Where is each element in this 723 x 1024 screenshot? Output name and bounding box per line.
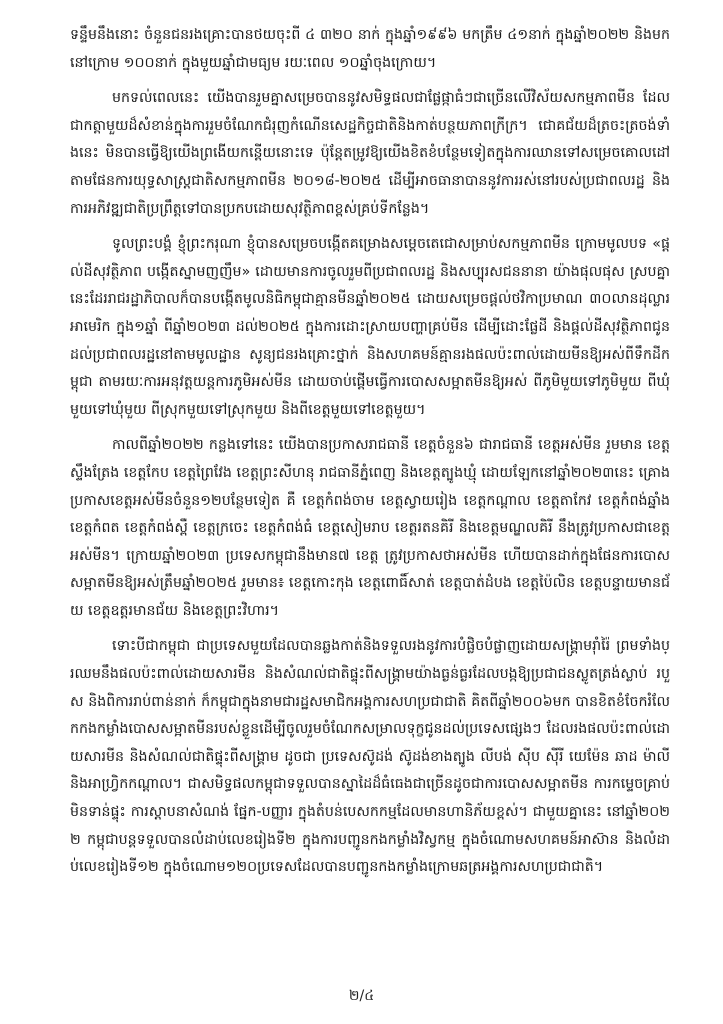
- paragraph-2: មកទល់ពេលនេះ យើងបានរួមគ្នាសម្រេចបាននូវសមិទ្ធផលជាផ្លែផ្កាធំៗជាច្រើនលើវិស័យសកម្មភាពមីន ដែលជាកត្តាមួយដ៏សំខាន់ក្នុងការរួមចំណែកជំរុញកំណើនសេដ្ឋកិច្ចជាតិនិងកាត់បន្ថយភាពក្រីក្រ។ ជោគជ័យដ៏ត្រចះត្រចង់ទាំងនេះ មិនបានធ្វើឱ្យយើងព្រងើយកន្តើយនោះទេ ប៉ុន្តែតម្រូវឱ្យយើងខិតខំបន្ថែមទៀតក្នុងការឈានទៅសម្រេចគោលដៅតាមផែនការយុទ្ធសាស្ត្រជាតិសកម្មភាពមីន ២០១៨-២០២៥ ដើម្បីអាចធានាបាននូវការរស់នៅរបស់ប្រជាពលរដ្ឋ និងការអភិវឌ្ឍជាតិប្រព្រឹត្តទៅបានប្រកបដោយសុវត្ថិភាពខ្ពស់គ្រប់ទីកន្លែង។: [70, 90, 670, 217]
- paragraph-1: ទន្ទឹមនឹងនោះ ចំនួនជនរងគ្រោះបានថយចុះពី ៤ ៣២០ នាក់ ក្នុងឆ្នាំ១៩៩៦ មកត្រឹម ៤១នាក់ ក្នុងឆ្នាំ២០២២ និងមកនៅក្រោម ១០០នាក់ ក្នុងមួយឆ្នាំជាមធ្យម រយៈពេល ១០ឆ្នាំចុងក្រោយ។: [70, 27, 670, 71]
- page-number: ២/៤: [348, 988, 375, 1004]
- paragraph-4: កាលពីឆ្នាំ២០២២ កន្លងទៅនេះ យើងបានប្រកាសរាជធានី ខេត្តចំនួន៦ ជារាជធានី ខេត្តអស់មីន រួមមាន ខេត្តស្ទឹងត្រែង ខេត្តកែប ខេត្តព្រៃវែង ខេត្តព្រះសីហនុ រាជធានីភ្នំពេញ និងខេត្តត្បូងឃ្មុំ ដោយឡែកនៅឆ្នាំ២០២៣នេះ គ្រោងប្រកាសខេត្តអស់មីនចំនួន១២បន្ថែមទៀត គឺ ខេត្តកំពង់ចាម ខេត្តស្វាយរៀង ខេត្តកណ្តាល ខេត្តតាកែវ ខេត្តកំពង់ឆ្នាំង ខេត្តកំពត ខេត្តកំពង់ស្ពឺ ខេត្តក្រចេះ ខេត្តកំពង់ធំ ខេត្តសៀមរាប ខេត្តរតនគិរី និងខេត្តមណ្ឌលគិរី នឹងត្រូវប្រកាសជាខេត្តអស់មីន។ ក្រោយឆ្នាំ២០២៣ ប្រទេសកម្ពុជានឹងមាន៧ ខេត្ត ត្រូវប្រកាសថាអស់មីន ហើយបានដាក់ក្នុងផែនការបោសសម្អាតមីនឱ្យអស់ត្រឹមឆ្នាំ២០២៥ រួមមាន៖ ខេត្តកោះកុង ខេត្តពោធិ៍សាត់ ខេត្តបាត់ដំបង ខេត្តប៉ៃលិន ខេត្តបន្ទាយមានជ័យ ខេត្តឧត្តរមានជ័យ និងខេត្តព្រះវិហារ។: [70, 437, 670, 619]
- document-page: [70, 22, 670, 1002]
- paragraph-5: ទោះបីជាកម្ពុជា ជាប្រទេសមួយដែលបានឆ្លងកាត់និងទទួលរងនូវការបំផ្លិចបំផ្លាញដោយសង្គ្រាមរ៉ាំរ៉ៃ ព្រមទាំងប្រឈមនឹងផលប៉ះពាល់ដោយសារមីន និងសំណល់ជាតិផ្ទុះពីសង្គ្រាមយ៉ាងធ្ងន់ធ្ងរដែលបង្កឱ្យប្រជាជនស្លូតត្រង់ស្លាប់ របួស និងពិការរាប់ពាន់នាក់ ក៏កម្ពុជាក្នុងនាមជារដ្ឋសមាជិកអង្គការសហប្រជាជាតិ គិតពីឆ្នាំ២០០៦មក បានខិតខំចែករំលែកកងកម្លាំងបោសសម្អាតមីនរបស់ខ្លួនដើម្បីចូលរួមចំណែកសម្រាលទុក្ខជូនដល់ប្រទេសផ្សេងៗ ដែលរងផលប៉ះពាល់ដោយសារមីន និងសំណល់ជាតិផ្ទុះពីសង្គ្រាម ដូចជា ប្រទេសស៊ូដង់ ស៊ូដង់ខាងត្បូង លីបង់ ស៊ីប ស៊ីរី យេម៉ែន ឆាដ ម៉ាលី និងអាហ្វ្រិកកណ្តាល។ ជាសមិទ្ធផលកម្ពុជាទទួលបានស្នាដៃដ៏ធំធេងជាច្រើនដូចជាការបោសសម្អាតមីន ការកម្ទេចគ្រាប់មិនទាន់ផ្ទុះ ការស្តាបនាសំណង់ ផ្នែក-បញ្ញារ ក្នុងតំបន់បេសកកម្មដែលមានហានិភ័យខ្ពស់។ ជាមួយគ្នានេះ នៅឆ្នាំ២០២២ កម្ពុជាបន្តទទួលបានលំដាប់លេខរៀងទី២ ក្នុងការបញ្ជូនកងកម្លាំងវិស្វកម្ម ក្នុងចំណោមសហគមន៍អាស៊ាន និងលំដាប់លេខរៀងទី១២ ក្នុងចំណោម១២០ប្រទេសដែលបានបញ្ជូនកងកម្លាំងក្រោមឆត្រអង្គការសហប្រជាជាតិ។: [70, 638, 670, 876]
- paragraph-3: ទូលព្រះបង្គំ ខ្ញុំព្រះករុណា ខ្ញុំបានសម្រេចបង្កើតគម្រោងសម្តេចតេជោសម្រាប់សកម្មភាពមីន ក្រោមមូលបទ «ផ្តល់ដីសុវត្ថិភាព បង្កើតស្នាមញញឹម» ដោយមានការចូលរួមពីប្រជាពលរដ្ឋ និងសប្បុរសជននានា យ៉ាងផុលផុស ស្របគ្នានេះដែររាជរដ្ឋាភិបាលក៏បានបង្កើតមូលនិធិកម្ពុជាគ្មានមីនឆ្នាំ២០២៥ ដោយសម្រេចផ្តល់ថវិកាប្រមាណ ៣០លានដុល្លារអាមេរិក ក្នុង១ឆ្នាំ ពីឆ្នាំ២០២៣ ដល់២០២៥ ក្នុងការដោះស្រាយបញ្ហាគ្រប់មីន ដើម្បីដោះផ្លែដី និងផ្តល់ដីសុវត្ថិភាពជូនដល់ប្រជាពលរដ្ឋនៅតាមមូលដ្ឋាន សូន្យជនរងគ្រោះថ្នាក់ និងសហគមន៍គ្មានរងផលប៉ះពាល់ដោយមីនឱ្យអស់ពីទឹកដីកម្ពុជា តាមរយៈការអនុវត្តយន្តការភូមិអស់មីន ដោយចាប់ផ្តើមធ្វើការបោសសម្អាតមីនឱ្យអស់ ពីភូមិមួយទៅភូមិមួយ ពីឃុំមួយទៅឃុំមួយ ពីស្រុកមួយទៅស្រុកមួយ និងពីខេត្តមួយទៅខេត្តមួយ។: [70, 236, 670, 418]
